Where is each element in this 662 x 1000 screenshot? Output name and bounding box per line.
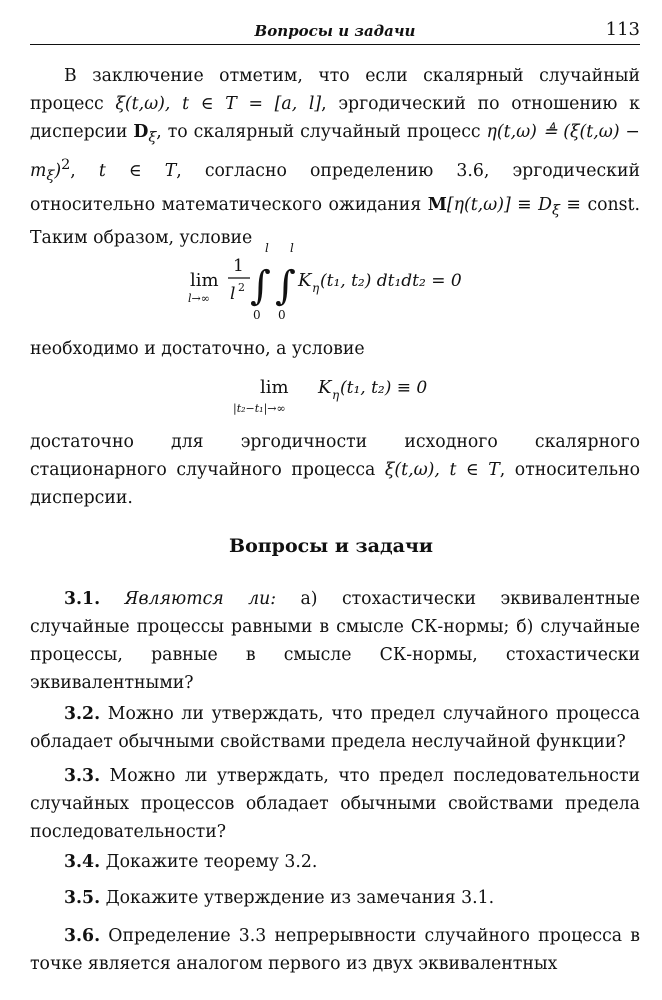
text-run: достаточно для эргодичности исходного скалярного стационарного случайного процесса (30, 432, 640, 480)
text-run: , эргодический по отношению к дисперсии (30, 94, 640, 142)
formula-denominator: l (230, 284, 236, 304)
problem-lead: Являются ли: (124, 589, 277, 609)
formula-lim-sub: |t₂−t₁|→∞ (233, 402, 286, 415)
integral-sign-1: ∫ (250, 263, 271, 309)
problem-text: Докажите теорему 3.2. (100, 852, 318, 872)
text-run: , относительно дисперсии. (30, 460, 640, 508)
integral-2-upper: l (290, 241, 294, 255)
problem-3-1 (30, 585, 640, 697)
integral-2-lower: 0 (278, 308, 286, 322)
formula-K-sub: η (312, 281, 320, 295)
paragraph-sufficient (30, 428, 640, 512)
text-run: , то скалярный случайный процесс (156, 122, 487, 142)
problem-3-5 (30, 884, 640, 912)
problem-3-4 (30, 848, 640, 876)
math-eta: η(t,ω) ≜ (ξ(t,ω) − m (30, 122, 640, 182)
section-heading: Вопросы и задачи (229, 535, 433, 557)
formula-lim: lim (260, 377, 289, 398)
formula-limit-correlation (0, 368, 662, 422)
problem-text: Можно ли утверждать, что предел случайного процесса обладает обычными свойствами предела неслучайной функции? (30, 704, 640, 752)
math-sub: ξ (552, 202, 560, 219)
math-square: 2 (61, 157, 71, 174)
problem-3-3 (30, 762, 640, 846)
problem-text: Определение 3.3 непрерывности случайного процесса в точке является аналогом первого из двух эквивалентных (30, 926, 640, 974)
math-xi: ξ(t,ω), t ∈ T = [a, l] (115, 94, 322, 114)
formula-denominator-sup: 2 (238, 281, 245, 294)
text-run: , (70, 161, 99, 182)
integral-sign-2: ∫ (275, 263, 296, 309)
math-sub: ξ (46, 168, 55, 185)
math-D: D (133, 122, 149, 142)
problem-text: а) стохастически эквивалентные случайные процессы равными в смысле СК-нормы; б) случайные процессы, равные в смысле СК-нормы, стохастически эквивалентными? (30, 589, 640, 693)
math-paren: ) (54, 161, 62, 182)
problem-number: 3.3. (64, 766, 101, 786)
integral-1-lower: 0 (253, 308, 261, 322)
formula-K: K (298, 270, 312, 291)
problem-text: Докажите утверждение из замечания 3.1. (100, 888, 495, 908)
integral-1-upper: l (265, 241, 269, 255)
formula-K: K (318, 377, 332, 398)
formula-K-sub: η (332, 388, 340, 402)
paragraph-ergodic-intro (30, 62, 640, 252)
running-title: Вопросы и задачи (254, 22, 416, 40)
math-M: M (427, 194, 447, 215)
text-between-formulas: необходимо и достаточно, а условие (30, 339, 365, 359)
math-tT: t ∈ T (98, 161, 177, 182)
math-expectation: [η(t,ω)] ≡ D (446, 194, 553, 215)
problem-number: 3.6. (64, 926, 101, 946)
math-xi: ξ(t,ω), t ∈ T (384, 460, 500, 480)
formula-numerator: 1 (233, 256, 244, 276)
problem-3-6 (30, 922, 640, 978)
formula-lim-sub: l→∞ (188, 292, 210, 305)
problem-number: 3.4. (64, 852, 101, 872)
math-sub: ξ (148, 129, 157, 146)
text-run: , согласно определению 3.6, эргодический относительно математического ожидания (30, 161, 640, 215)
text-run: . Таким образом, условие (30, 194, 640, 249)
formula-args: (t₁, t₂) dt₁dt₂ = 0 (320, 271, 462, 291)
math-const: ≡ const (559, 194, 635, 215)
page-number: 113 (605, 19, 640, 40)
problem-number: 3.5. (64, 888, 101, 908)
formula-double-integral (0, 236, 662, 328)
text-run: В заключение отметим, что если скалярный случайный процесс (30, 66, 640, 114)
problem-text: Можно ли утверждать, что предел последовательности случайных процессов обладает обычными свойствами предела последовательности? (30, 766, 640, 842)
problem-number: 3.1. (64, 589, 101, 609)
formula-lim: lim (190, 270, 219, 291)
problem-number: 3.2. (64, 704, 101, 724)
formula-rest: (t₁, t₂) ≡ 0 (340, 378, 428, 398)
running-header (30, 18, 640, 45)
problem-3-2 (30, 700, 640, 756)
